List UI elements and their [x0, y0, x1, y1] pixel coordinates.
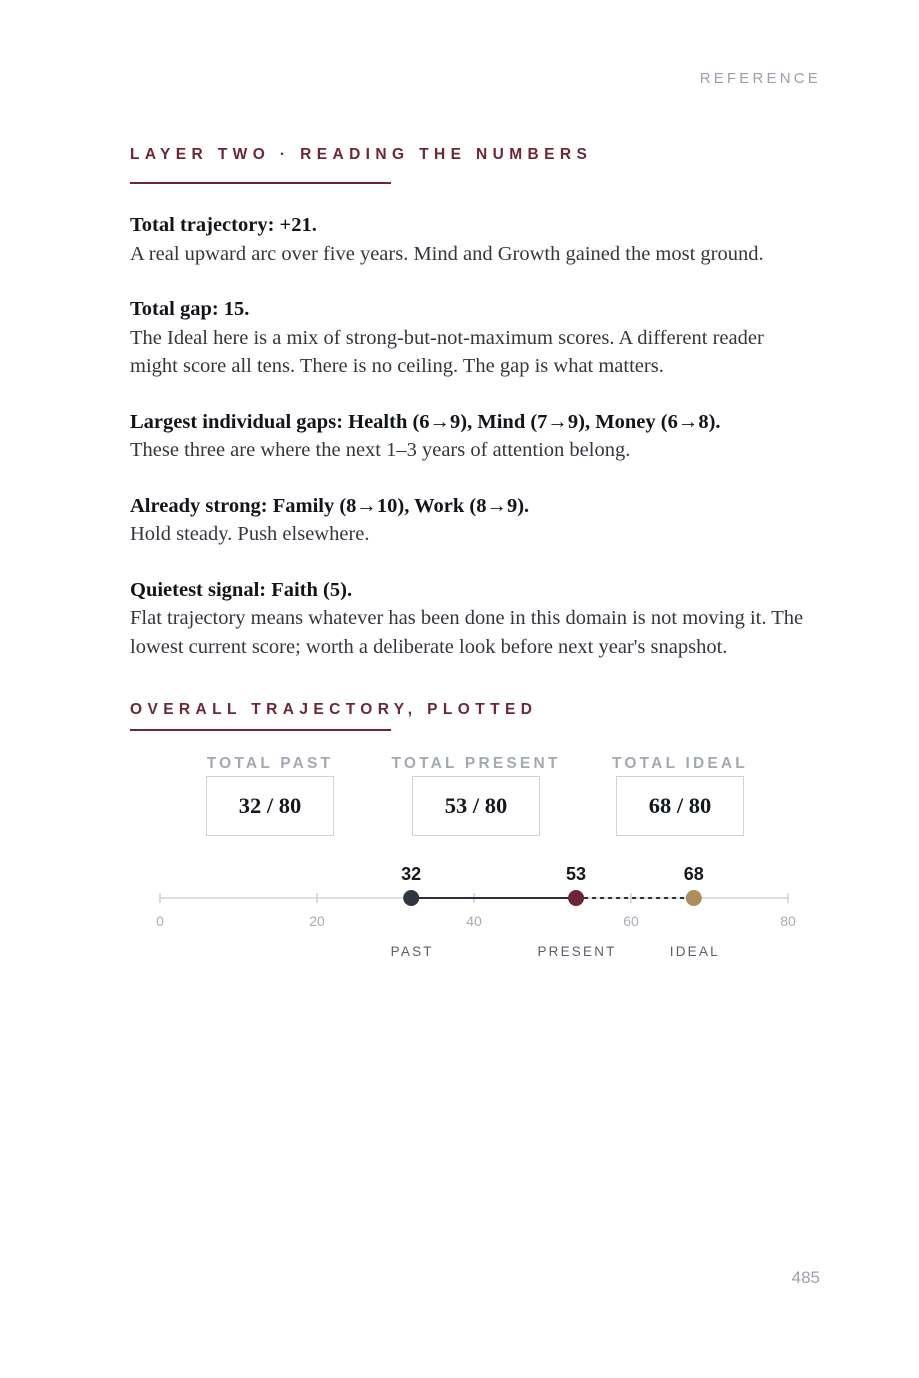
value-label-ideal: 68	[683, 864, 704, 884]
value-label-present: 53	[566, 864, 587, 884]
paragraph-total-trajectory	[130, 211, 810, 268]
point-past	[403, 890, 419, 906]
tick-label: 80	[780, 913, 796, 929]
total-label: TOTAL PAST	[206, 755, 334, 772]
paragraph-lead: Largest individual gaps: Health (6→9), Mind (7→9), Money (6→8).	[130, 410, 721, 433]
totals-row	[0, 755, 919, 845]
paragraph-lead: Quietest signal: Faith (5).	[130, 578, 353, 601]
paragraph-text: These three are where the next 1–3 years of attention belong.	[130, 439, 631, 461]
total-label: TOTAL IDEAL	[612, 755, 748, 772]
stage-label-past: PAST	[390, 944, 434, 959]
paragraph-quietest-signal	[130, 576, 810, 662]
point-present	[568, 890, 584, 906]
running-head: REFERENCE	[699, 70, 821, 87]
paragraph-largest-gaps	[130, 408, 810, 465]
total-value-box: 53 / 80	[412, 776, 540, 836]
total-past	[200, 755, 340, 836]
total-value-box: 68 / 80	[616, 776, 744, 836]
paragraph-text: The Ideal here is a mix of strong-but-not-maximum scores. A different reader might score all tens. There is no ceiling. The gap is what matters.	[130, 326, 764, 377]
body-text	[130, 211, 810, 688]
paragraph-total-gap	[130, 295, 810, 381]
tick-label: 0	[156, 913, 164, 929]
paragraph-lead: Total trajectory: +21.	[130, 214, 317, 236]
section-rule	[130, 729, 391, 731]
page-number: 485	[791, 1268, 820, 1287]
paragraph-lead: Total gap: 15.	[130, 298, 250, 320]
tick-label: 20	[309, 913, 325, 929]
tick-label: 40	[466, 913, 482, 929]
paragraph-already-strong	[130, 492, 810, 549]
total-ideal	[605, 755, 755, 836]
stage-label-ideal: IDEAL	[669, 944, 720, 959]
point-ideal	[686, 890, 702, 906]
paragraph-lead: Already strong: Family (8→10), Work (8→9).	[130, 494, 530, 517]
total-label: TOTAL PRESENT	[391, 755, 561, 772]
total-present	[384, 755, 568, 836]
section-heading-reading-numbers: LAYER TWO · READING THE NUMBERS	[130, 146, 593, 163]
value-label-past: 32	[401, 864, 422, 884]
paragraph-text: A real upward arc over five years. Mind and Growth gained the most ground.	[130, 242, 764, 265]
tick-label: 60	[623, 913, 639, 929]
trajectory-chart	[0, 850, 919, 970]
paragraph-text: Flat trajectory means whatever has been done in this domain is not moving it. The lowest current score; worth a deliberate look before next year's snapshot.	[130, 607, 804, 658]
section-rule	[130, 182, 391, 184]
stage-label-present: PRESENT	[537, 944, 617, 959]
total-value-box: 32 / 80	[206, 776, 334, 836]
paragraph-text: Hold steady. Push elsewhere.	[130, 523, 370, 545]
section-heading-overall-trajectory: OVERALL TRAJECTORY, PLOTTED	[130, 701, 538, 718]
